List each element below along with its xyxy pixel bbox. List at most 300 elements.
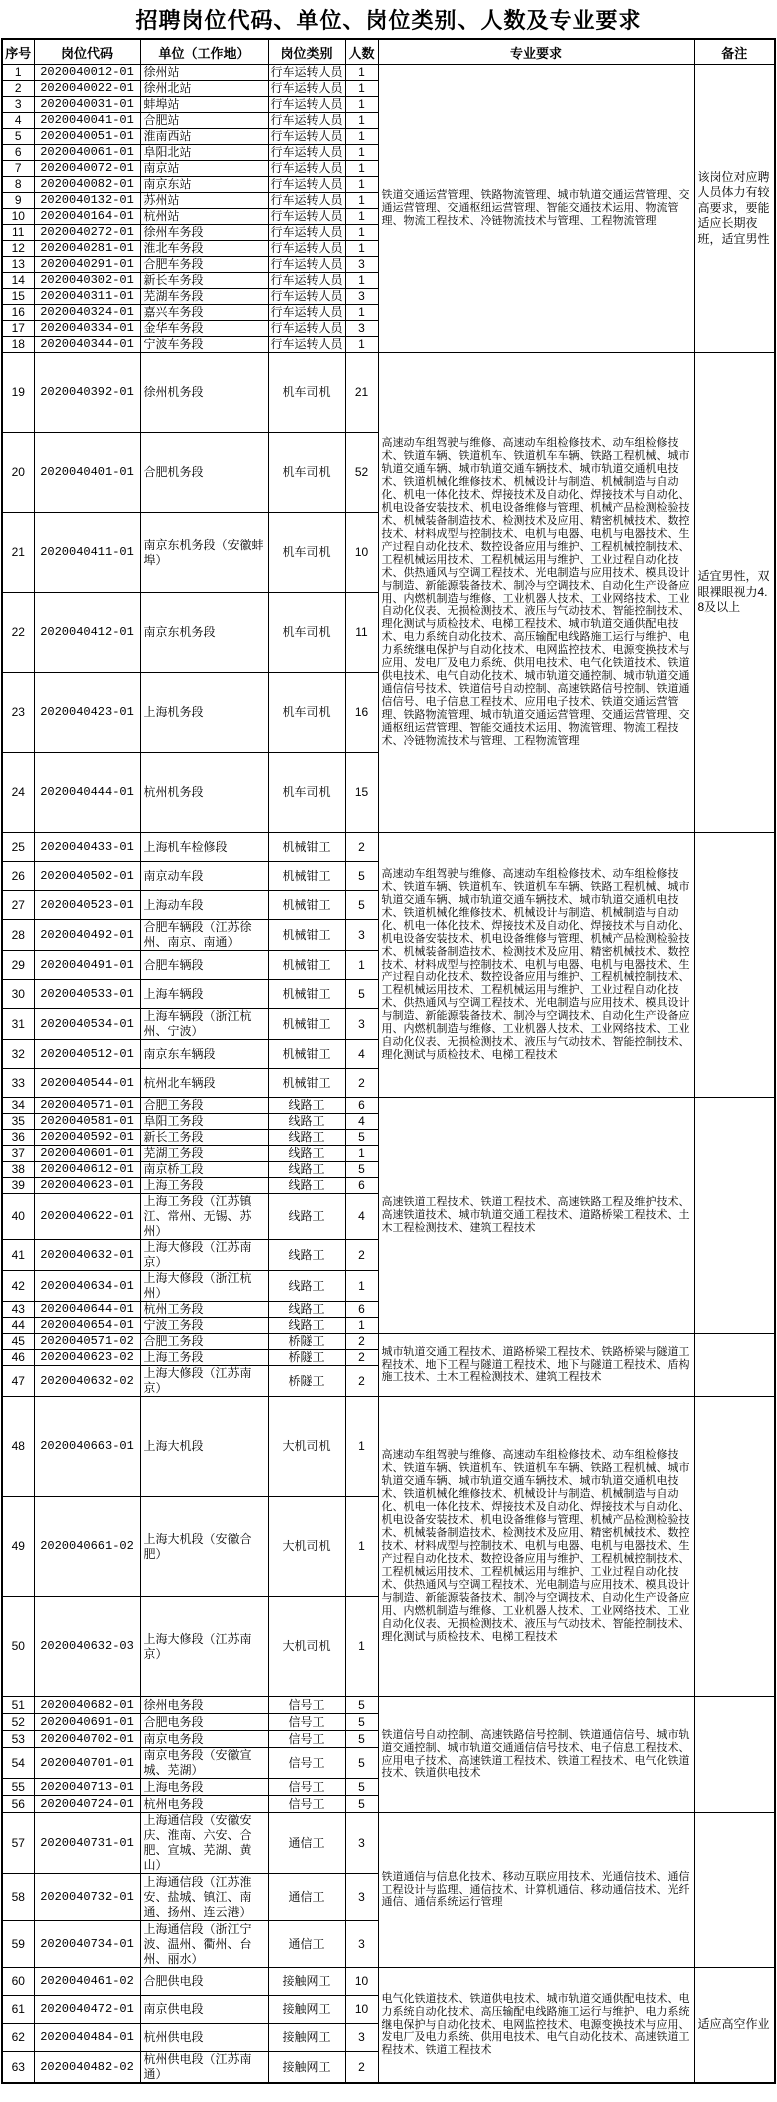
cell-no: 50 bbox=[2, 1597, 34, 1697]
cell-requirements: 高速铁道工程技术、铁道工程技术、高速铁路工程及维护技术、高速铁道技术、城市轨道交通工程技术、道路桥梁工程技术、土木工程检测技术、建筑工程技术 bbox=[378, 1098, 694, 1334]
cell-count: 1 bbox=[345, 145, 378, 161]
cell-requirements: 铁道信号自动控制、高速铁路信号控制、铁道通信信号、城市轨道交通控制、城市轨道交通通信信号技术、电子信息工程技术、应用电子技术、高速铁道工程技术、铁道工程技术、电气化铁道技术、铁道供电技术 bbox=[378, 1697, 694, 1813]
cell-code: 2020040031-01 bbox=[34, 97, 140, 113]
table-row bbox=[2, 833, 775, 862]
cell-unit: 杭州电务段 bbox=[140, 1796, 268, 1813]
cell-count: 1 bbox=[345, 225, 378, 241]
cell-unit: 合肥工务段 bbox=[140, 1334, 268, 1350]
cell-count: 5 bbox=[345, 1697, 378, 1714]
cell-category: 大机司机 bbox=[268, 1597, 345, 1697]
cell-unit: 合肥车辆段 bbox=[140, 951, 268, 980]
cell-unit: 上海通信段（江苏淮安、盐城、镇江、南通、扬州、连云港） bbox=[140, 1874, 268, 1921]
cell-code: 2020040544-01 bbox=[34, 1069, 140, 1098]
cell-count: 3 bbox=[345, 321, 378, 337]
cell-count: 2 bbox=[345, 1069, 378, 1098]
cell-code: 2020040411-01 bbox=[34, 513, 140, 593]
cell-category: 接触网工 bbox=[268, 2052, 345, 2084]
cell-requirements: 高速动车组驾驶与维修、高速动车组检修技术、动车组检修技术、铁道车辆、铁道机车、铁道机车车辆、铁路工程机械、城市轨道交通车辆、城市轨道交通车辆技术、城市轨道交通机电技术、铁道机械化维修技术、机械设计与制造、机械制造与自动化、机电一体化技术、焊接技术及自动化、焊接技术与自动化、机电设备安装技术、机电设备维修与管理、机械产品检测检验技术、机械装备制造技术、检测技术及应用、精密机械技术、数控技术、材料成型与控制技术、电机与电器、电机与电器技术、生产过程自动化技术、数控设备应用与维护、工程机械控制技术、工程机械运用技术、工程机械运用与维护、工业过程自动化技术、供热通风与空调工程技术、光电制造与应用技术、模具设计与制造、新能源装备技术、制冷与空调技术、自动化生产设备应用、内燃机制造与维修、工业机器人技术、工业网络技术、工业自动化仪表、无损检测技术、液压与气动技术、智能控制技术、理化测试与质检技术、电梯工程技术 bbox=[378, 1397, 694, 1697]
cell-category: 机械钳工 bbox=[268, 1009, 345, 1040]
cell-count: 1 bbox=[345, 1271, 378, 1302]
cell-remark bbox=[694, 1697, 775, 1813]
cell-category: 行车运转人员 bbox=[268, 289, 345, 305]
cell-unit: 淮南西站 bbox=[140, 129, 268, 145]
cell-count: 1 bbox=[345, 193, 378, 209]
cell-no: 45 bbox=[2, 1334, 34, 1350]
header-row bbox=[2, 39, 775, 65]
cell-code: 2020040082-01 bbox=[34, 177, 140, 193]
cell-category: 行车运转人员 bbox=[268, 321, 345, 337]
cell-count: 1 bbox=[345, 129, 378, 145]
cell-count: 4 bbox=[345, 1114, 378, 1130]
cell-unit: 徐州北站 bbox=[140, 81, 268, 97]
cell-requirements: 城市轨道交通工程技术、道路桥梁工程技术、铁路桥梁与隧道工程技术、地下工程与隧道工程技术、地下与隧道工程技术、盾构施工技术、土木工程检测技术、建筑工程技术 bbox=[378, 1334, 694, 1397]
cell-no: 27 bbox=[2, 891, 34, 920]
cell-category: 机车司机 bbox=[268, 433, 345, 513]
cell-no: 25 bbox=[2, 833, 34, 862]
cell-count: 5 bbox=[345, 1748, 378, 1779]
cell-category: 行车运转人员 bbox=[268, 209, 345, 225]
cell-unit: 上海机车检修段 bbox=[140, 833, 268, 862]
cell-unit: 上海大修段（江苏南京） bbox=[140, 1366, 268, 1397]
cell-count: 2 bbox=[345, 1240, 378, 1271]
cell-category: 机械钳工 bbox=[268, 833, 345, 862]
cell-code: 2020040734-01 bbox=[34, 1921, 140, 1968]
cell-code: 2020040732-01 bbox=[34, 1874, 140, 1921]
cell-category: 机车司机 bbox=[268, 753, 345, 833]
cell-code: 2020040272-01 bbox=[34, 225, 140, 241]
cell-code: 2020040623-02 bbox=[34, 1350, 140, 1366]
cell-count: 1 bbox=[345, 951, 378, 980]
cell-category: 桥隧工 bbox=[268, 1334, 345, 1350]
cell-count: 21 bbox=[345, 353, 378, 433]
cell-unit: 上海大修段（江苏南京） bbox=[140, 1597, 268, 1697]
cell-count: 3 bbox=[345, 1921, 378, 1968]
cell-code: 2020040423-01 bbox=[34, 673, 140, 753]
cell-category: 线路工 bbox=[268, 1240, 345, 1271]
cell-code: 2020040041-01 bbox=[34, 113, 140, 129]
cell-count: 10 bbox=[345, 513, 378, 593]
cell-code: 2020040482-02 bbox=[34, 2052, 140, 2084]
cell-code: 2020040061-01 bbox=[34, 145, 140, 161]
cell-category: 机械钳工 bbox=[268, 920, 345, 951]
cell-unit: 南京电务段 bbox=[140, 1731, 268, 1748]
cell-no: 41 bbox=[2, 1240, 34, 1271]
cell-code: 2020040132-01 bbox=[34, 193, 140, 209]
cell-no: 32 bbox=[2, 1040, 34, 1069]
cell-unit: 阜阳工务段 bbox=[140, 1114, 268, 1130]
cell-unit: 芜湖工务段 bbox=[140, 1146, 268, 1162]
cell-category: 机械钳工 bbox=[268, 951, 345, 980]
cell-unit: 合肥车辆段（江苏徐州、南京、南通） bbox=[140, 920, 268, 951]
cell-no: 33 bbox=[2, 1069, 34, 1098]
cell-no: 11 bbox=[2, 225, 34, 241]
cell-unit: 合肥机务段 bbox=[140, 433, 268, 513]
cell-unit: 南京站 bbox=[140, 161, 268, 177]
cell-no: 30 bbox=[2, 980, 34, 1009]
cell-category: 桥隧工 bbox=[268, 1350, 345, 1366]
cell-code: 2020040702-01 bbox=[34, 1731, 140, 1748]
cell-requirements: 高速动车组驾驶与维修、高速动车组检修技术、动车组检修技术、铁道车辆、铁道机车、铁道机车车辆、铁路工程机械、城市轨道交通车辆、城市轨道交通车辆技术、城市轨道交通机电技术、铁道机械化维修技术、机械设计与制造、机械制造与自动化、机电一体化技术、焊接技术及自动化、焊接技术与自动化、机电设备安装技术、机电设备维修与管理、机械产品检测检验技术、机械装备制造技术、检测技术及应用、精密机械技术、数控技术、材料成型与控制技术、电机与电器、电机与电器技术、生产过程自动化技术、数控设备应用与维护、工程机械控制技术、工程机械运用技术、工程机械运用与维护、工业过程自动化技术、供热通风与空调工程技术、光电制造与应用技术、模具设计与制造、新能源装备技术、制冷与空调技术、自动化生产设备应用、内燃机制造与维修、工业机器人技术、工业网络技术、工业自动化仪表、无损检测技术、液压与气动技术、智能控制技术、理化测试与质检技术、电梯工程技术 bbox=[378, 833, 694, 1098]
cell-count: 1 bbox=[345, 241, 378, 257]
cell-no: 24 bbox=[2, 753, 34, 833]
cell-no: 52 bbox=[2, 1714, 34, 1731]
cell-code: 2020040581-01 bbox=[34, 1114, 140, 1130]
cell-category: 行车运转人员 bbox=[268, 113, 345, 129]
cell-code: 2020040502-01 bbox=[34, 862, 140, 891]
cell-unit: 上海工务段 bbox=[140, 1350, 268, 1366]
cell-unit: 阜阳北站 bbox=[140, 145, 268, 161]
cell-no: 4 bbox=[2, 113, 34, 129]
cell-no: 34 bbox=[2, 1098, 34, 1114]
cell-count: 1 bbox=[345, 305, 378, 321]
cell-no: 5 bbox=[2, 129, 34, 145]
job-table-body bbox=[2, 65, 775, 2084]
cell-no: 26 bbox=[2, 862, 34, 891]
cell-unit: 徐州车务段 bbox=[140, 225, 268, 241]
cell-unit: 徐州电务段 bbox=[140, 1697, 268, 1714]
cell-category: 接触网工 bbox=[268, 2024, 345, 2052]
cell-category: 信号工 bbox=[268, 1697, 345, 1714]
cell-category: 大机司机 bbox=[268, 1397, 345, 1497]
cell-no: 14 bbox=[2, 273, 34, 289]
header-cell-unit: 单位（工作地） bbox=[140, 39, 268, 65]
cell-count: 5 bbox=[345, 980, 378, 1009]
cell-count: 3 bbox=[345, 2024, 378, 2052]
cell-count: 5 bbox=[345, 862, 378, 891]
cell-unit: 杭州供电段 bbox=[140, 2024, 268, 2052]
cell-requirements: 铁道交通运营管理、铁路物流管理、城市轨道交通运营管理、交通运营管理、交通枢纽运营管理、智能交通技术运用、物流管理、物流工程技术、冷链物流技术与管理、工程物流管理 bbox=[378, 65, 694, 353]
cell-category: 信号工 bbox=[268, 1731, 345, 1748]
table-row bbox=[2, 1334, 775, 1350]
cell-no: 2 bbox=[2, 81, 34, 97]
cell-requirements: 高速动车组驾驶与维修、高速动车组检修技术、动车组检修技术、铁道车辆、铁道机车、铁道机车车辆、铁路工程机械、城市轨道交通车辆、城市轨道交通车辆技术、城市轨道交通机电技术、铁道机械化维修技术、机械设计与制造、机械制造与自动化、机电一体化技术、焊接技术及自动化、焊接技术与自动化、机电设备安装技术、机电设备维修与管理、机械产品检测检验技术、机械装备制造技术、检测技术及应用、精密机械技术、数控技术、材料成型与控制技术、电机与电器、电机与电器技术、生产过程自动化技术、数控设备应用与维护、工程机械控制技术、工程机械运用技术、工程机械运用与维护、工业过程自动化技术、供热通风与空调工程技术、光电制造与应用技术、模具设计与制造、新能源装备技术、制冷与空调技术、自动化生产设备应用、内燃机制造与维修、工业机器人技术、工业网络技术、工业自动化仪表、无损检测技术、液压与气动技术、智能控制技术、理化测试与质检技术、电梯工程技术、城市轨道交通供配电技术、电力系统自动化技术、高压输配电线路施工运行与维护、电力系统继电保护与自动化技术、电网监控技术、电源变换技术与应用、发电厂及电力系统、供用电技术、电气化铁道技术、铁道供电技术、电气自动化技术、城市轨道交通控制、城市轨道交通通信信号技术、铁道信号自动控制、高速铁路信号控制、铁道通信信号、电子信息工程技术、应用电子技术、铁道交通运营管理、铁路物流管理、城市轨道交通运营管理、交通运营管理、交通枢纽运营管理、智能交通技术运用、物流管理、物流工程技术、冷链物流技术与管理、工程物流管理 bbox=[378, 353, 694, 833]
header-cell-code: 岗位代码 bbox=[34, 39, 140, 65]
cell-code: 2020040401-01 bbox=[34, 433, 140, 513]
cell-count: 6 bbox=[345, 1302, 378, 1318]
cell-category: 线路工 bbox=[268, 1162, 345, 1178]
cell-no: 46 bbox=[2, 1350, 34, 1366]
cell-category: 接触网工 bbox=[268, 1996, 345, 2024]
cell-count: 15 bbox=[345, 753, 378, 833]
cell-unit: 上海通信段（安徽安庆、淮南、六安、合肥、宣城、芜湖、黄山） bbox=[140, 1813, 268, 1874]
cell-no: 19 bbox=[2, 353, 34, 433]
cell-unit: 杭州北车辆段 bbox=[140, 1069, 268, 1098]
cell-code: 2020040051-01 bbox=[34, 129, 140, 145]
cell-no: 10 bbox=[2, 209, 34, 225]
cell-no: 63 bbox=[2, 2052, 34, 2084]
cell-count: 1 bbox=[345, 177, 378, 193]
cell-category: 行车运转人员 bbox=[268, 337, 345, 353]
cell-code: 2020040632-01 bbox=[34, 1240, 140, 1271]
cell-unit: 合肥工务段 bbox=[140, 1098, 268, 1114]
cell-category: 行车运转人员 bbox=[268, 257, 345, 273]
cell-category: 行车运转人员 bbox=[268, 145, 345, 161]
cell-category: 接触网工 bbox=[268, 1968, 345, 1996]
cell-count: 1 bbox=[345, 113, 378, 129]
cell-category: 行车运转人员 bbox=[268, 81, 345, 97]
cell-code: 2020040334-01 bbox=[34, 321, 140, 337]
cell-unit: 苏州站 bbox=[140, 193, 268, 209]
cell-no: 16 bbox=[2, 305, 34, 321]
cell-count: 1 bbox=[345, 337, 378, 353]
cell-category: 信号工 bbox=[268, 1714, 345, 1731]
cell-count: 6 bbox=[345, 1098, 378, 1114]
cell-category: 通信工 bbox=[268, 1813, 345, 1874]
cell-unit: 上海车辆段（浙江杭州、宁波） bbox=[140, 1009, 268, 1040]
cell-unit: 南京东车辆段 bbox=[140, 1040, 268, 1069]
cell-count: 11 bbox=[345, 593, 378, 673]
cell-code: 2020040512-01 bbox=[34, 1040, 140, 1069]
cell-code: 2020040533-01 bbox=[34, 980, 140, 1009]
cell-category: 行车运转人员 bbox=[268, 177, 345, 193]
cell-count: 5 bbox=[345, 1796, 378, 1813]
cell-unit: 金华车务段 bbox=[140, 321, 268, 337]
cell-category: 线路工 bbox=[268, 1178, 345, 1194]
cell-no: 60 bbox=[2, 1968, 34, 1996]
cell-no: 48 bbox=[2, 1397, 34, 1497]
cell-code: 2020040433-01 bbox=[34, 833, 140, 862]
cell-count: 3 bbox=[345, 1874, 378, 1921]
cell-no: 56 bbox=[2, 1796, 34, 1813]
cell-code: 2020040412-01 bbox=[34, 593, 140, 673]
cell-unit: 上海动车段 bbox=[140, 891, 268, 920]
cell-code: 2020040661-02 bbox=[34, 1497, 140, 1597]
cell-no: 49 bbox=[2, 1497, 34, 1597]
cell-unit: 上海工务段 bbox=[140, 1178, 268, 1194]
cell-code: 2020040632-02 bbox=[34, 1366, 140, 1397]
cell-no: 23 bbox=[2, 673, 34, 753]
cell-no: 18 bbox=[2, 337, 34, 353]
cell-unit: 淮北车务段 bbox=[140, 241, 268, 257]
cell-code: 2020040164-01 bbox=[34, 209, 140, 225]
cell-count: 5 bbox=[345, 1779, 378, 1796]
cell-count: 10 bbox=[345, 1996, 378, 2024]
cell-unit: 上海大修段（江苏南京） bbox=[140, 1240, 268, 1271]
cell-no: 57 bbox=[2, 1813, 34, 1874]
cell-no: 42 bbox=[2, 1271, 34, 1302]
cell-code: 2020040724-01 bbox=[34, 1796, 140, 1813]
cell-count: 1 bbox=[345, 209, 378, 225]
cell-no: 20 bbox=[2, 433, 34, 513]
cell-count: 3 bbox=[345, 1009, 378, 1040]
cell-count: 5 bbox=[345, 1714, 378, 1731]
cell-category: 机械钳工 bbox=[268, 980, 345, 1009]
cell-category: 线路工 bbox=[268, 1318, 345, 1334]
cell-remark bbox=[694, 1397, 775, 1697]
cell-category: 通信工 bbox=[268, 1874, 345, 1921]
cell-no: 39 bbox=[2, 1178, 34, 1194]
cell-code: 2020040444-01 bbox=[34, 753, 140, 833]
cell-category: 线路工 bbox=[268, 1194, 345, 1240]
cell-category: 机械钳工 bbox=[268, 1040, 345, 1069]
cell-unit: 杭州站 bbox=[140, 209, 268, 225]
cell-unit: 徐州站 bbox=[140, 65, 268, 81]
cell-no: 9 bbox=[2, 193, 34, 209]
cell-category: 线路工 bbox=[268, 1302, 345, 1318]
cell-count: 3 bbox=[345, 920, 378, 951]
cell-unit: 上海车辆段 bbox=[140, 980, 268, 1009]
cell-unit: 合肥站 bbox=[140, 113, 268, 129]
cell-no: 54 bbox=[2, 1748, 34, 1779]
cell-code: 2020040344-01 bbox=[34, 337, 140, 353]
cell-code: 2020040682-01 bbox=[34, 1697, 140, 1714]
cell-unit: 新长车务段 bbox=[140, 273, 268, 289]
cell-remark bbox=[694, 1098, 775, 1334]
table-row bbox=[2, 1968, 775, 1996]
cell-unit: 上海通信段（浙江宁波、温州、衢州、台州、丽水） bbox=[140, 1921, 268, 1968]
cell-unit: 徐州机务段 bbox=[140, 353, 268, 433]
cell-no: 37 bbox=[2, 1146, 34, 1162]
cell-no: 51 bbox=[2, 1697, 34, 1714]
cell-unit: 杭州机务段 bbox=[140, 753, 268, 833]
cell-count: 1 bbox=[345, 1597, 378, 1697]
cell-unit: 合肥电务段 bbox=[140, 1714, 268, 1731]
cell-code: 2020040311-01 bbox=[34, 289, 140, 305]
cell-count: 4 bbox=[345, 1194, 378, 1240]
cell-no: 3 bbox=[2, 97, 34, 113]
cell-code: 2020040491-01 bbox=[34, 951, 140, 980]
cell-unit: 新长工务段 bbox=[140, 1130, 268, 1146]
cell-no: 15 bbox=[2, 289, 34, 305]
cell-no: 29 bbox=[2, 951, 34, 980]
cell-no: 7 bbox=[2, 161, 34, 177]
job-table bbox=[1, 38, 776, 2084]
cell-unit: 上海大修段（浙江杭州） bbox=[140, 1271, 268, 1302]
cell-remark: 适宜男性，双眼裸眼视力4.8及以上 bbox=[694, 353, 775, 833]
cell-category: 行车运转人员 bbox=[268, 97, 345, 113]
table-row bbox=[2, 353, 775, 433]
cell-code: 2020040632-03 bbox=[34, 1597, 140, 1697]
cell-category: 线路工 bbox=[268, 1271, 345, 1302]
cell-code: 2020040484-01 bbox=[34, 2024, 140, 2052]
cell-count: 1 bbox=[345, 1146, 378, 1162]
cell-code: 2020040592-01 bbox=[34, 1130, 140, 1146]
table-row bbox=[2, 65, 775, 81]
header-cell-no: 序号 bbox=[2, 39, 34, 65]
cell-no: 44 bbox=[2, 1318, 34, 1334]
cell-unit: 杭州供电段（江苏南通） bbox=[140, 2052, 268, 2084]
cell-category: 信号工 bbox=[268, 1779, 345, 1796]
cell-requirements: 铁道通信与信息化技术、移动互联应用技术、光通信技术、通信工程设计与监理、通信技术、计算机通信、移动通信技术、光纤通信、通信系统运行管理 bbox=[378, 1813, 694, 1968]
cell-code: 2020040324-01 bbox=[34, 305, 140, 321]
cell-count: 1 bbox=[345, 1497, 378, 1597]
table-row bbox=[2, 1697, 775, 1714]
cell-unit: 蚌埠站 bbox=[140, 97, 268, 113]
cell-no: 12 bbox=[2, 241, 34, 257]
cell-unit: 合肥供电段 bbox=[140, 1968, 268, 1996]
cell-no: 35 bbox=[2, 1114, 34, 1130]
cell-code: 2020040392-01 bbox=[34, 353, 140, 433]
cell-count: 2 bbox=[345, 1350, 378, 1366]
cell-code: 2020040302-01 bbox=[34, 273, 140, 289]
cell-code: 2020040281-01 bbox=[34, 241, 140, 257]
cell-code: 2020040022-01 bbox=[34, 81, 140, 97]
cell-no: 58 bbox=[2, 1874, 34, 1921]
cell-unit: 合肥车务段 bbox=[140, 257, 268, 273]
cell-category: 行车运转人员 bbox=[268, 161, 345, 177]
header-cell-count: 人数 bbox=[345, 39, 378, 65]
cell-category: 机车司机 bbox=[268, 593, 345, 673]
cell-no: 61 bbox=[2, 1996, 34, 2024]
cell-count: 5 bbox=[345, 891, 378, 920]
cell-no: 55 bbox=[2, 1779, 34, 1796]
cell-no: 53 bbox=[2, 1731, 34, 1748]
cell-unit: 南京电务段（安徽宣城、芜湖） bbox=[140, 1748, 268, 1779]
cell-category: 信号工 bbox=[268, 1796, 345, 1813]
cell-count: 2 bbox=[345, 2052, 378, 2084]
cell-code: 2020040644-01 bbox=[34, 1302, 140, 1318]
cell-code: 2020040654-01 bbox=[34, 1318, 140, 1334]
cell-count: 3 bbox=[345, 289, 378, 305]
cell-code: 2020040523-01 bbox=[34, 891, 140, 920]
cell-count: 52 bbox=[345, 433, 378, 513]
cell-code: 2020040731-01 bbox=[34, 1813, 140, 1874]
cell-count: 1 bbox=[345, 65, 378, 81]
header-cell-remark: 备注 bbox=[694, 39, 775, 65]
cell-count: 4 bbox=[345, 1040, 378, 1069]
cell-no: 1 bbox=[2, 65, 34, 81]
cell-category: 机车司机 bbox=[268, 673, 345, 753]
cell-unit: 上海电务段 bbox=[140, 1779, 268, 1796]
cell-code: 2020040534-01 bbox=[34, 1009, 140, 1040]
cell-remark bbox=[694, 1813, 775, 1968]
cell-unit: 上海机务段 bbox=[140, 673, 268, 753]
cell-code: 2020040612-01 bbox=[34, 1162, 140, 1178]
cell-category: 行车运转人员 bbox=[268, 305, 345, 321]
cell-no: 17 bbox=[2, 321, 34, 337]
cell-count: 3 bbox=[345, 1813, 378, 1874]
cell-unit: 南京供电段 bbox=[140, 1996, 268, 2024]
cell-code: 2020040012-01 bbox=[34, 65, 140, 81]
cell-category: 行车运转人员 bbox=[268, 241, 345, 257]
cell-unit: 上海大机段（安徽合肥） bbox=[140, 1497, 268, 1597]
cell-category: 行车运转人员 bbox=[268, 65, 345, 81]
cell-unit: 南京东站 bbox=[140, 177, 268, 193]
cell-category: 信号工 bbox=[268, 1748, 345, 1779]
cell-code: 2020040072-01 bbox=[34, 161, 140, 177]
cell-no: 13 bbox=[2, 257, 34, 273]
cell-no: 31 bbox=[2, 1009, 34, 1040]
cell-code: 2020040713-01 bbox=[34, 1779, 140, 1796]
cell-count: 2 bbox=[345, 1334, 378, 1350]
cell-count: 6 bbox=[345, 1178, 378, 1194]
cell-category: 桥隧工 bbox=[268, 1366, 345, 1397]
cell-code: 2020040622-01 bbox=[34, 1194, 140, 1240]
cell-count: 5 bbox=[345, 1162, 378, 1178]
cell-requirements: 电气化铁道技术、铁道供电技术、城市轨道交通供配电技术、电力系统自动化技术、高压输配电线路施工运行与维护、电力系统继电保护与自动化技术、电网监控技术、电源变换技术与应用、发电厂及电力系统、供用电技术、电气自动化技术、高速铁道工程技术、铁道工程技术 bbox=[378, 1968, 694, 2084]
cell-count: 16 bbox=[345, 673, 378, 753]
cell-code: 2020040634-01 bbox=[34, 1271, 140, 1302]
cell-category: 线路工 bbox=[268, 1146, 345, 1162]
cell-category: 线路工 bbox=[268, 1114, 345, 1130]
cell-count: 1 bbox=[345, 97, 378, 113]
cell-category: 机车司机 bbox=[268, 513, 345, 593]
cell-no: 36 bbox=[2, 1130, 34, 1146]
cell-code: 2020040623-01 bbox=[34, 1178, 140, 1194]
cell-no: 47 bbox=[2, 1366, 34, 1397]
cell-category: 机械钳工 bbox=[268, 891, 345, 920]
cell-remark bbox=[694, 833, 775, 1098]
cell-code: 2020040492-01 bbox=[34, 920, 140, 951]
cell-code: 2020040663-01 bbox=[34, 1397, 140, 1497]
cell-code: 2020040472-01 bbox=[34, 1996, 140, 2024]
cell-no: 6 bbox=[2, 145, 34, 161]
page-title: 招聘岗位代码、单位、岗位类别、人数及专业要求 bbox=[135, 8, 642, 33]
cell-unit: 南京动车段 bbox=[140, 862, 268, 891]
cell-unit: 芜湖车务段 bbox=[140, 289, 268, 305]
cell-category: 大机司机 bbox=[268, 1497, 345, 1597]
cell-no: 43 bbox=[2, 1302, 34, 1318]
